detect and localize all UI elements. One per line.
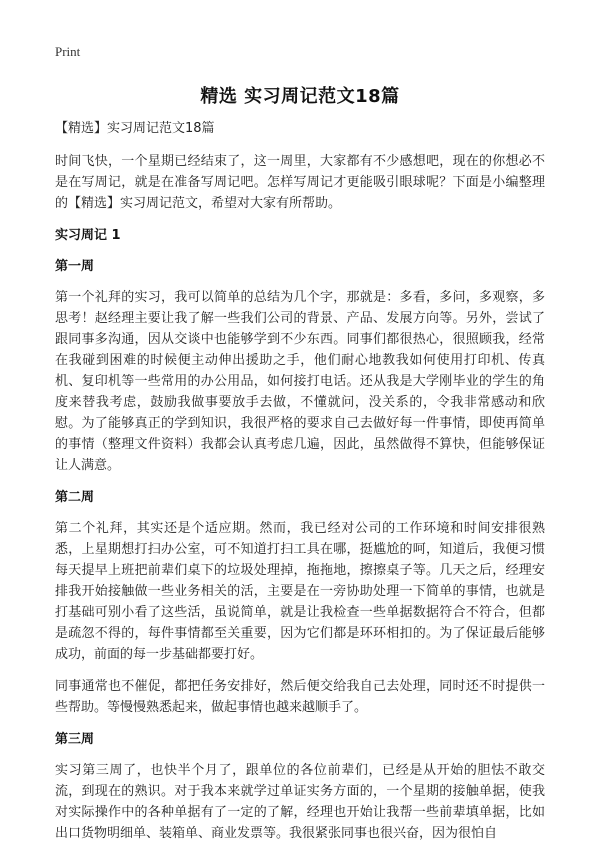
- week-paragraph: 第一个礼拜的实习，我可以简单的总结为几个字，那就是：多看，多问，多观察，多思考！赵经理主要让我了解一些我们公司的背景、产品、发展方向等。另外，尝试了跟同事多沟通，因从交谈中也能够学到不少东西。同事们都很热心，很照顾我，经常在我碰到困难的时候便主动伸出援助之手，他们耐心地教我如何使用打印机、传真机、复印机等一些常用的办公用品，如何接打电话。还从我是大学刚毕业的学生的角度来替我考虑，鼓励我做事要放手去做，不懂就问，没关系的，令我非常感动和欣慰。为了能够真正的学到知识，我很严格的要求自己去做好每一件事情，即使再简单的事情（整理文件资料）我都会认真考虑几遍，因此，虽然做得不算快，但能够保证让人满意。: [55, 290, 545, 473]
- week-paragraph: 第二个礼拜，其实还是个适应期。然而，我已经对公司的工作环境和时间安排很熟悉，上星期想打扫办公室，可不知道打扫工具在哪，挺尴尬的呵，知道后，我便习惯每天提早上班把前辈们桌下的垃圾处理掉，拖拖地，擦擦桌子等。几天之后，经理安排我开始接触做一些业务相关的活，主要是在一旁协助处理一下简单的事情，也就是打基础可别小看了这些活，虽说简单，就是让我检查一些单据数据符合不符合，但都是疏忽不得的，每件事情都至关重要，因为它们都是环环相扣的。为了保证最后能够成功，前面的每一步基础都要打好。: [55, 521, 545, 662]
- week-heading: 第三周: [55, 732, 95, 747]
- print-link[interactable]: Print: [55, 44, 81, 59]
- intro-paragraph: 时间飞快，一个星期已经结束了，这一周里，大家都有不少感想吧，现在的你想必不是在写周记，就是在准备写周记吧。怎样写周记才更能吸引眼球呢？下面是小编整理的【精选】实习周记范文，希望对大家有所帮助。: [55, 154, 545, 211]
- document-title: 精选 实习周记范文18篇: [200, 86, 400, 107]
- week-paragraph: 实习第三周了，也快半个月了，跟单位的各位前辈们，已经是从开始的胆怯不敢交流，到现在的熟识。对于我本来就学过单证实务方面的，一个星期的接触单据，使我对实际操作中的各种单据有了一定的了解，经理也开始让我帮一些前辈填单据，比如出口货物明细单、装箱单、商业发票等。我很紧张同事也很兴奋，因为很怕自: [55, 763, 545, 841]
- week-heading: 第二周: [55, 490, 95, 505]
- week-paragraph: 同事通常也不催促，都把任务安排好，然后便交给我自己去处理，同时还不时提供一些帮助。等慢慢熟悉起来，做起事情也越来越顺手了。: [55, 679, 545, 715]
- section-title: 实习周记 1: [55, 228, 121, 243]
- week-heading: 第一周: [55, 259, 95, 274]
- document-subtitle: 【精选】实习周记范文18篇: [55, 121, 215, 136]
- document-body: [55, 118, 545, 855]
